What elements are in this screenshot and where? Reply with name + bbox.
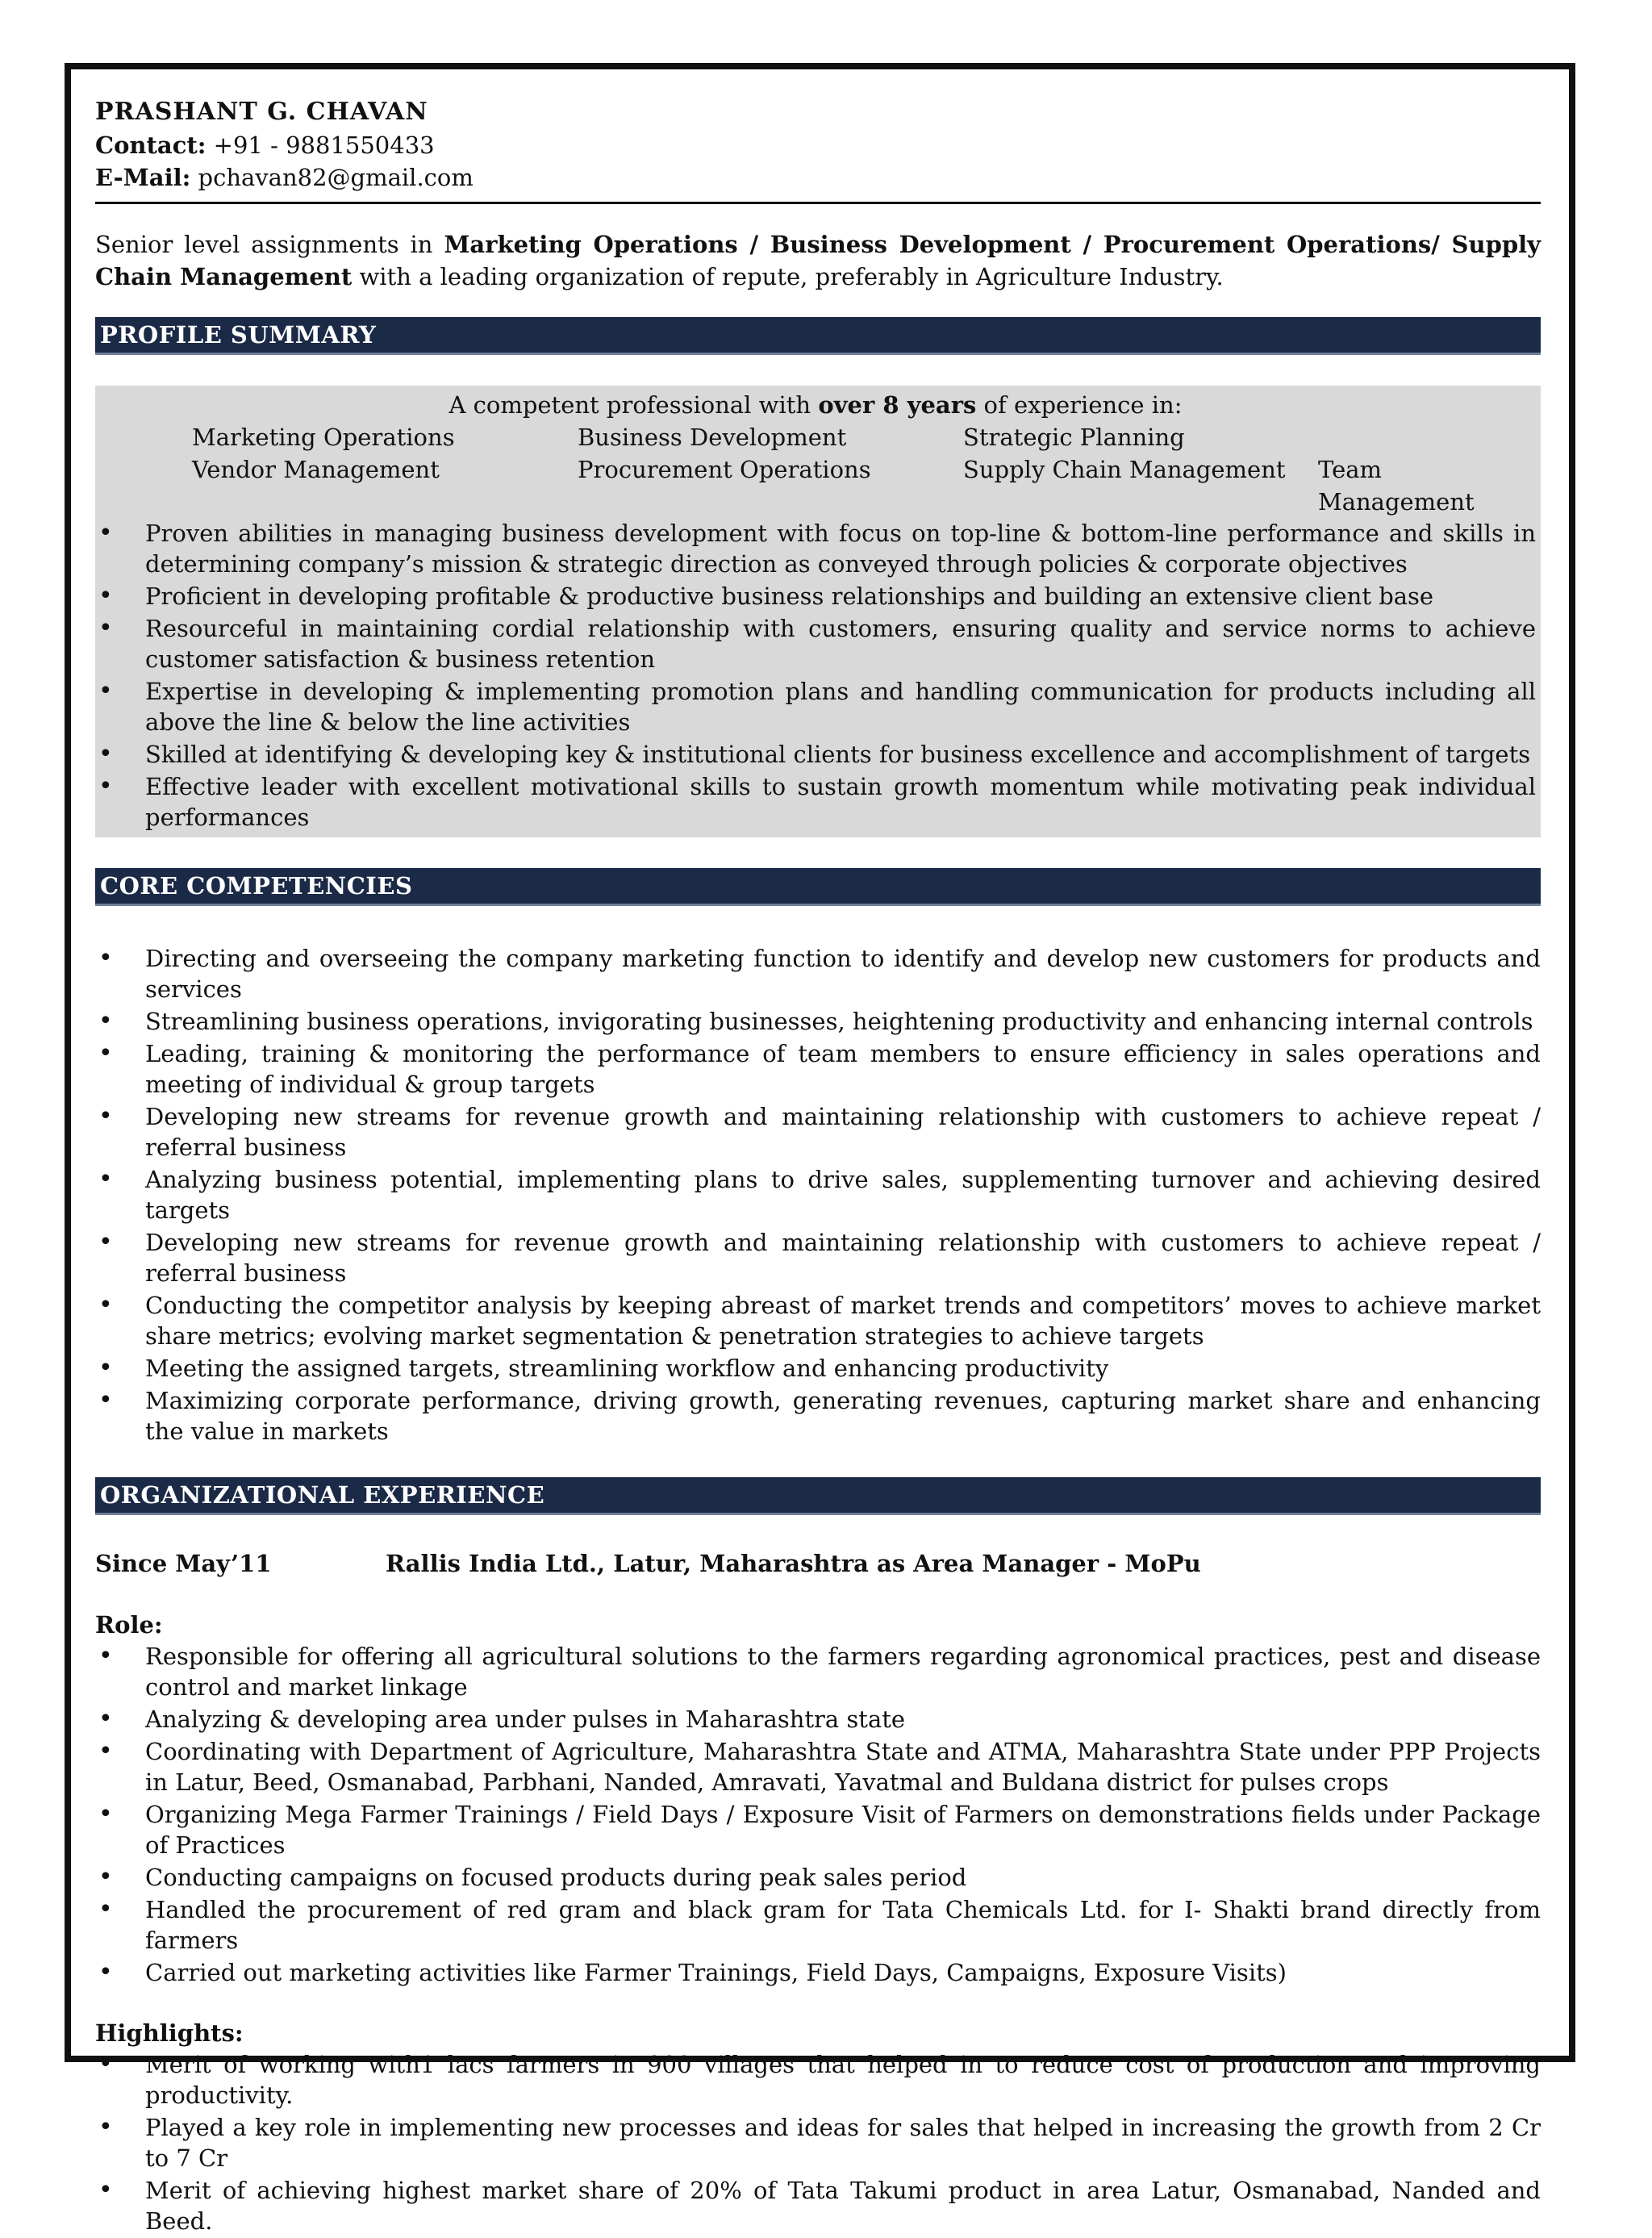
expertise-areas-row-1 xyxy=(95,421,1536,453)
list-item: • Analyzing business potential, implementing plans to drive sales, supplementing turnover and achieving desired targets xyxy=(95,1164,1541,1225)
profile-summary-box xyxy=(95,386,1541,837)
list-item: • Analyzing & developing area under pulses in Maharashtra state xyxy=(95,1704,1541,1735)
list-item: • Expertise in developing & implementing promotion plans and handling communication for products including all above the line & below the line activities xyxy=(95,676,1536,737)
experience-company: Rallis India Ltd., Latur, Maharashtra as Area Manager - MoPu xyxy=(386,1550,1201,1577)
list-item: • Handled the procurement of red gram and black gram for Tata Chemicals Ltd. for I- Shakti brand directly from farmers xyxy=(95,1894,1541,1956)
email-label: E-Mail: xyxy=(95,164,191,191)
list-item: • Developing new streams for revenue growth and maintaining relationship with customers to achieve repeat / referral business xyxy=(95,1227,1541,1288)
area-item: Team Management xyxy=(1318,456,1475,516)
objective-target-roles: Marketing Operations / Business Development / Procurement Operations/ Supply Chain Management xyxy=(95,231,1541,290)
email-line xyxy=(95,161,1541,194)
list-item: • Responsible for offering all agricultural solutions to the farmers regarding agronomical practices, pest and disease control and market linkage xyxy=(95,1641,1541,1702)
area-item: Business Development xyxy=(578,424,847,451)
list-item: • Maximizing corporate performance, driving growth, generating revenues, capturing market share and enhancing the value in markets xyxy=(95,1385,1541,1447)
highlights-label: Highlights: xyxy=(95,2019,244,2047)
experience-entry-header xyxy=(95,1547,1541,1580)
list-item: • Meeting the assigned targets, streamlining workflow and enhancing productivity xyxy=(95,1353,1541,1384)
area-item: Strategic Planning xyxy=(963,424,1185,451)
contact-line xyxy=(95,129,1541,161)
area-item: Supply Chain Management xyxy=(963,456,1286,483)
list-item: • Merit of achieving highest market share of 20% of Tata Takumi product in area Latur, Osmanabad, Nanded and Beed. xyxy=(95,2175,1541,2236)
objective-text-1: Senior level assignments in xyxy=(95,231,444,258)
area-item: Vendor Management xyxy=(192,456,440,483)
contact-label: Contact: xyxy=(95,132,206,159)
area-item: Procurement Operations xyxy=(578,456,871,483)
expertise-areas-row-2 xyxy=(95,453,1536,518)
list-item: • Played a key role in implementing new processes and ideas for sales that helped in increasing the growth from 2 Cr to 7 Cr xyxy=(95,2112,1541,2173)
list-item: • Conducting campaigns on focused products during peak sales period xyxy=(95,1862,1541,1893)
list-item: • Skilled at identifying & developing key & institutional clients for business excellence and accomplishment of targets xyxy=(95,739,1536,770)
list-item: • Coordinating with Department of Agriculture, Maharashtra State and ATMA, Maharashtra State under PPP Projects in Latur, Beed, Osmanabad, Parbhani, Nanded, Amravati, Yavatmal and Buldana district for pulses crops xyxy=(95,1736,1541,1797)
list-item: • Conducting the competitor analysis by keeping abreast of market trends and competitors’ moves to achieve market share metrics; evolving market segmentation & penetration strategies to achieve targets xyxy=(95,1290,1541,1351)
career-objective xyxy=(95,228,1541,293)
resume-document xyxy=(95,95,1541,2238)
competency-bullets xyxy=(95,943,1541,1447)
list-item: • Resourceful in maintaining cordial relationship with customers, ensuring quality and service norms to achieve customer satisfaction & business retention xyxy=(95,613,1536,674)
profile-bullets xyxy=(95,518,1536,833)
profile-intro xyxy=(95,389,1536,421)
list-item: • Merit of working with1 lacs farmers in 900 villages that helped in to reduce cost of production and improving productivity. xyxy=(95,2049,1541,2111)
experience-date: Since May’11 xyxy=(95,1550,272,1577)
role-label: Role: xyxy=(95,1611,163,1639)
profile-summary-heading: PROFILE SUMMARY xyxy=(95,317,1541,355)
list-item: • Organizing Mega Farmer Trainings / Field Days / Exposure Visit of Farmers on demonstrations fields under Package of Practices xyxy=(95,1799,1541,1860)
list-item: • Proficient in developing profitable & productive business relationships and building an extensive client base xyxy=(95,581,1536,612)
list-item: • Effective leader with excellent motivational skills to sustain growth momentum while motivating peak individual performances xyxy=(95,771,1536,833)
email-address[interactable]: pchavan82@gmail.com xyxy=(198,164,473,191)
area-item: Marketing Operations xyxy=(192,424,455,451)
candidate-name: PRASHANT G. CHAVAN xyxy=(95,98,428,126)
header-divider xyxy=(95,202,1541,204)
core-competencies-heading: CORE COMPETENCIES xyxy=(95,868,1541,906)
intro-pre: A competent professional with xyxy=(448,391,819,419)
contact-phone: +91 - 9881550433 xyxy=(213,132,435,159)
intro-years: over 8 years xyxy=(818,391,977,419)
area-item xyxy=(1318,421,1536,453)
list-item: • Directing and overseeing the company marketing function to identify and develop new customers for products and services xyxy=(95,943,1541,1004)
list-item: • Proven abilities in managing business development with focus on top-line & bottom-line performance and skills in determining company’s mission & strategic direction as conveyed through policies & corporate objectives xyxy=(95,518,1536,579)
list-item: • Leading, training & monitoring the performance of team members to ensure efficiency in sales operations and meeting of individual & group targets xyxy=(95,1038,1541,1100)
list-item: • Developing new streams for revenue growth and maintaining relationship with customers to achieve repeat / referral business xyxy=(95,1101,1541,1163)
list-item: • Streamlining business operations, invigorating businesses, heightening productivity and enhancing internal controls xyxy=(95,1006,1541,1037)
intro-post: of experience in: xyxy=(976,391,1183,419)
organizational-experience-heading: ORGANIZATIONAL EXPERIENCE xyxy=(95,1477,1541,1515)
objective-text-2: with a leading organization of repute, preferably in Agriculture Industry. xyxy=(352,263,1224,290)
role-bullets xyxy=(95,1641,1541,1988)
list-item: • Carried out marketing activities like Farmer Trainings, Field Days, Campaigns, Exposure Visits) xyxy=(95,1957,1541,1988)
highlight-bullets xyxy=(95,2049,1541,2236)
